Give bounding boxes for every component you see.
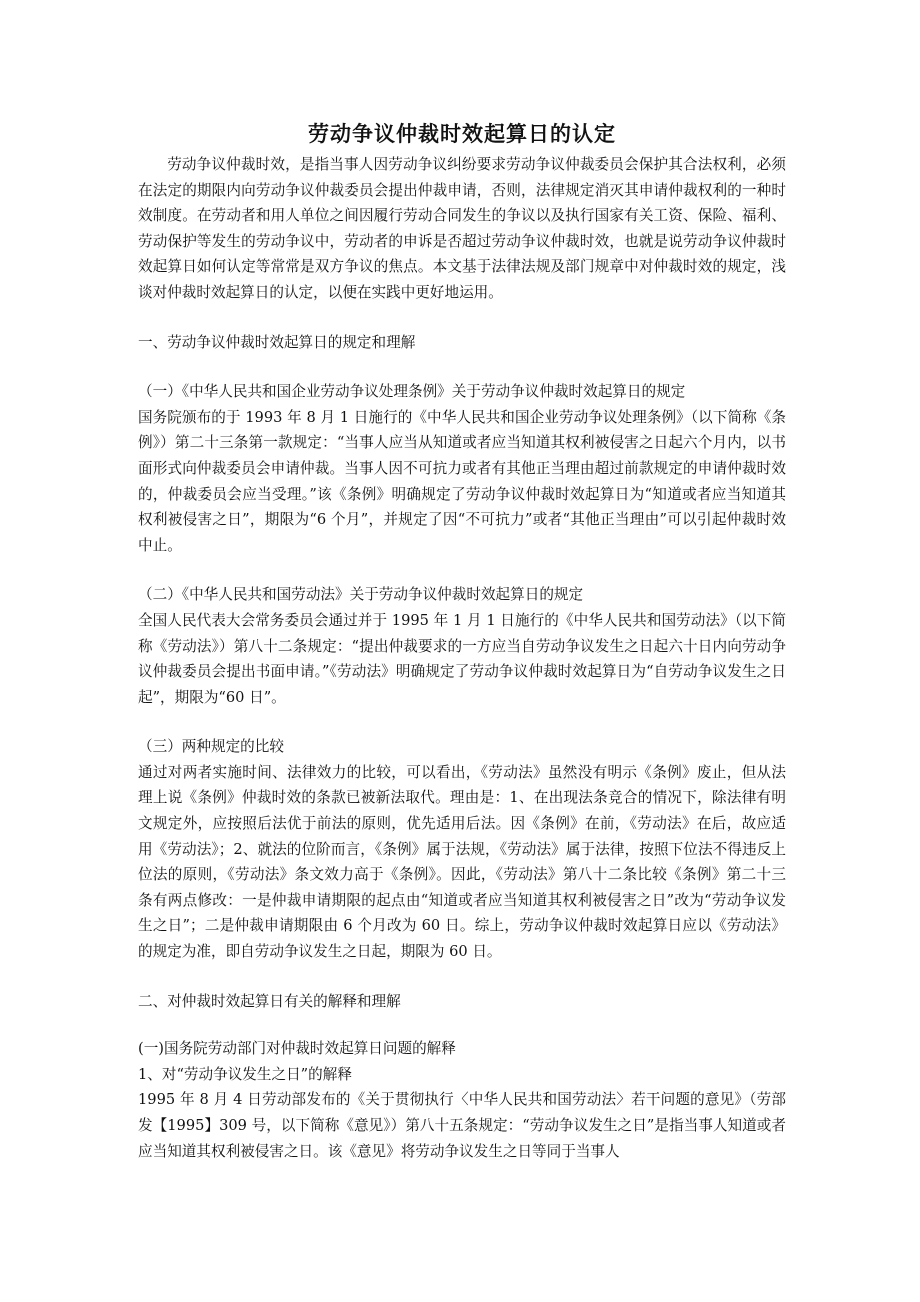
- section-2-heading: 二、对仲裁时效起算日有关的解释和理解: [138, 992, 401, 1010]
- subsection-1-heading: （一）《中华人民共和国企业劳动争议处理条例》关于劳动争议仲裁时效起算日的规定: [138, 383, 686, 401]
- spacer: [138, 306, 786, 330]
- spacer: [138, 965, 786, 989]
- spacer: [138, 1014, 786, 1036]
- spacer: [138, 558, 786, 582]
- subsection-1-body: 国务院颁布的于 1993 年 8 月 1 日施行的《中华人民共和国企业劳动争议处理条例》（以下简称《条例》）第二十三条第一款规定：“当事人应当从知道或者应当知道其权利被侵害之日起六个月内，以书面形式向仲裁委员会申请仲裁。当事人因不可抗力或者有其他正当理由超过前款规定的申请仲裁时效的，仲裁委员会应当受理。”该《条例》明确规定了劳动争议仲裁时效起算日为“知道或者应当知道其权利被侵害之日”，期限为“6 个月”，并规定了因“不可抗力”或者“其他正当理由”可以引起仲裁时效中止。: [138, 408, 786, 554]
- section-1-heading: 一、劳动争议仲裁时效起算日的规定和理解: [138, 333, 416, 351]
- spacer: [138, 355, 786, 379]
- spacer: [138, 710, 786, 734]
- item-1-heading: 1、对“劳动争议发生之日”的解释: [138, 1065, 352, 1083]
- subsection-4-heading: (一)国务院劳动部门对仲裁时效起算日问题的解释: [138, 1040, 456, 1058]
- item-1-body: 1995 年 8 月 4 日劳动部发布的《关于贯彻执行〈中华人民共和国劳动法〉若干问题的意见》（劳部发【1995】309 号，以下简称《意见》）第八十五条规定：“劳动争议发生之日”是指当事人知道或者应当知道其权利被侵害之日。该《意见》将劳动争议发生之日等同于当事人: [138, 1091, 786, 1160]
- subsection-2-heading: （二）《中华人民共和国劳动法》关于劳动争议仲裁时效起算日的规定: [138, 586, 584, 604]
- subsection-2-body: 全国人民代表大会常务委员会通过并于 1995 年 1 月 1 日施行的《中华人民共和国劳动法》（以下简称《劳动法》）第八十二条规定：“提出仲裁要求的一方应当自劳动争议发生之日起六十日内向劳动争议仲裁委员会提出书面申请。”《劳动法》明确规定了劳动争议仲裁时效起算日为“自劳动争议发生之日起”，期限为“60 日”。: [138, 611, 786, 706]
- document-title: 劳动争议仲裁时效起算日的认定: [308, 122, 616, 146]
- intro-paragraph: 劳动争议仲裁时效，是指当事人因劳动争议纠纷要求劳动争议仲裁委员会保护其合法权利，必须在法定的期限内向劳动争议仲裁委员会提出仲裁申请，否则，法律规定消灭其申请仲裁权利的一种时效制度。在劳动者和用人单位之间因履行劳动合同发生的争议以及执行国家有关工资、保险、福利、劳动保护等发生的劳动争议中，劳动者的申诉是否超过劳动争议仲裁时效，也就是说劳动争议仲裁时效起算日如何认定等常常是双方争议的焦点。本文基于法律法规及部门规章中对仲裁时效的规定，浅谈对仲裁时效起算日的认定，以便在实践中更好地运用。: [138, 156, 786, 301]
- subsection-3-body: 通过对两者实施时间、法律效力的比较，可以看出，《劳动法》虽然没有明示《条例》废止，但从法理上说《条例》仲裁时效的条款已被新法取代。理由是：1、在出现法条竞合的情况下，除法律有明文规定外，应按照后法优于前法的原则，优先适用后法。因《条例》在前，《劳动法》在后，故应适用《劳动法》；2、就法的位阶而言，《条例》属于法规，《劳动法》属于法律，按照下位法不得违反上位法的原则，《劳动法》条文效力高于《条例》。因此，《劳动法》第八十二条比较《条例》第二十三条有两点修改：一是仲裁申请期限的起点由“知道或者应当知道其权利被侵害之日”改为“劳动争议发生之日”；二是仲裁申请期限由 6 个月改为 60 日。综上，劳动争议仲裁时效起算日应以《劳动法》的规定为准，即自劳动争议发生之日起，期限为 60 日。: [138, 763, 786, 961]
- subsection-3-heading: （三）两种规定的比较: [138, 738, 284, 756]
